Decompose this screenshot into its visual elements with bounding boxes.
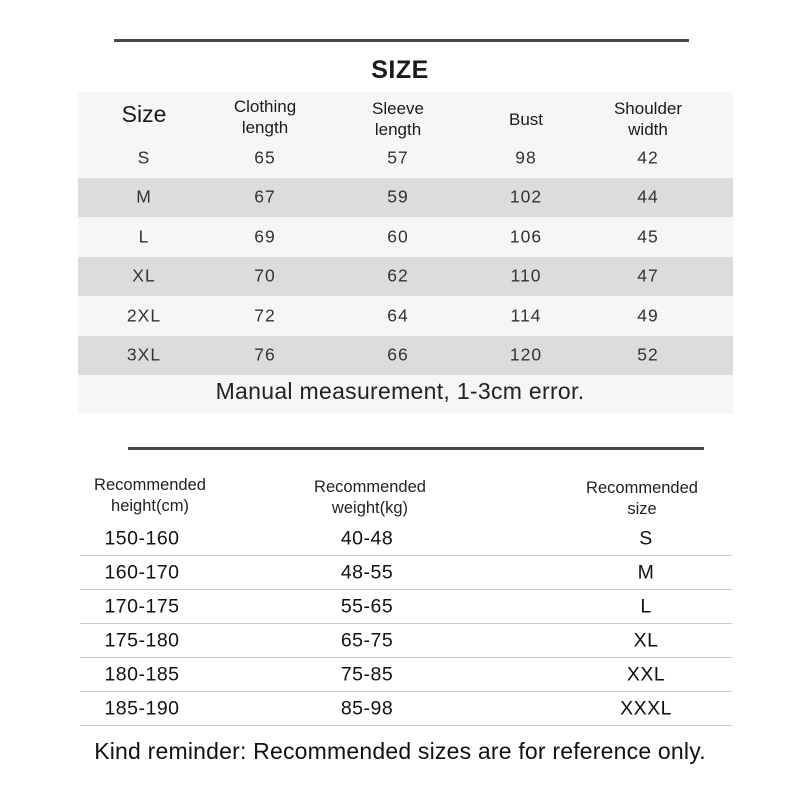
size-cell: 62: [387, 265, 409, 286]
header-shoulder-width: Shoulder width: [613, 99, 683, 139]
recommend-row: [80, 692, 732, 726]
size-cell: 110: [510, 265, 542, 286]
recommend-cell: 48-55: [340, 561, 394, 583]
size-table-body: [78, 138, 733, 375]
header-recommended-weight: Recommended weight(kg): [314, 478, 426, 517]
size-cell: 66: [387, 344, 409, 365]
recommend-cell: 170-175: [104, 595, 180, 617]
size-cell: L: [138, 226, 150, 247]
recommend-cell: 185-190: [104, 697, 180, 719]
recommend-row: [80, 590, 732, 624]
size-cell: 2XL: [126, 305, 162, 326]
header-size: Size: [121, 101, 167, 127]
size-cell: XL: [132, 265, 156, 286]
recommend-cell: M: [637, 561, 655, 583]
middle-divider: [128, 447, 704, 450]
size-cell: 114: [510, 305, 542, 326]
size-cell: 98: [515, 147, 537, 168]
size-row: [78, 138, 733, 178]
recommend-table: [80, 522, 732, 726]
size-cell: 49: [637, 305, 659, 326]
kind-reminder: Kind reminder: Recommended sizes are for reference only.: [94, 738, 706, 764]
top-divider: [114, 39, 689, 42]
size-cell: 59: [387, 186, 409, 207]
chart-title: SIZE: [371, 56, 429, 84]
recommend-cell: 160-170: [104, 561, 180, 583]
size-cell: 69: [254, 226, 276, 247]
recommend-row: [80, 624, 732, 658]
size-cell: 57: [387, 147, 409, 168]
size-cell: 76: [254, 344, 276, 365]
header-sleeve-length: Sleeve length: [372, 99, 424, 139]
size-cell: 44: [637, 186, 659, 207]
recommend-row: [80, 522, 732, 556]
size-row: [78, 178, 733, 218]
recommend-cell: 85-98: [340, 697, 394, 719]
size-cell: 65: [254, 147, 276, 168]
size-cell: 42: [637, 147, 659, 168]
size-cell: S: [137, 147, 151, 168]
header-clothing-length: Clothing length: [233, 97, 297, 137]
recommend-cell: 40-48: [340, 527, 394, 549]
size-cell: 70: [254, 265, 276, 286]
size-cell: M: [136, 186, 152, 207]
size-cell: 102: [509, 186, 543, 207]
size-row: [78, 296, 733, 336]
size-cell: 120: [509, 344, 543, 365]
size-row: [78, 257, 733, 297]
recommend-cell: XL: [633, 629, 659, 651]
size-cell: 52: [637, 344, 659, 365]
header-recommended-size: Recommended size: [586, 479, 698, 518]
recommend-cell: 75-85: [340, 663, 394, 685]
size-table: [78, 92, 733, 414]
size-cell: 72: [254, 305, 276, 326]
size-cell: 45: [637, 226, 659, 247]
size-row: [78, 336, 733, 376]
measurement-note: Manual measurement, 1-3cm error.: [215, 378, 585, 404]
recommend-row: [80, 556, 732, 590]
recommend-row: [80, 658, 732, 692]
recommend-cell: XXL: [626, 663, 666, 685]
size-cell: 3XL: [126, 344, 162, 365]
size-cell: 106: [509, 226, 543, 247]
size-cell: 47: [637, 265, 659, 286]
header-recommended-height: Recommended height(cm): [94, 476, 206, 515]
size-cell: 67: [254, 186, 276, 207]
recommend-cell: 65-75: [340, 629, 394, 651]
size-row: [78, 217, 733, 257]
recommend-cell: S: [639, 527, 653, 549]
recommend-cell: 150-160: [104, 527, 180, 549]
recommend-cell: 55-65: [340, 595, 394, 617]
recommend-cell: 180-185: [104, 663, 180, 685]
size-cell: 60: [387, 226, 409, 247]
recommend-cell: L: [640, 595, 652, 617]
size-table-header: [78, 92, 733, 138]
size-cell: 64: [387, 305, 409, 326]
recommend-cell: XXXL: [620, 697, 672, 719]
header-bust: Bust: [508, 110, 544, 129]
recommend-cell: 175-180: [104, 629, 180, 651]
